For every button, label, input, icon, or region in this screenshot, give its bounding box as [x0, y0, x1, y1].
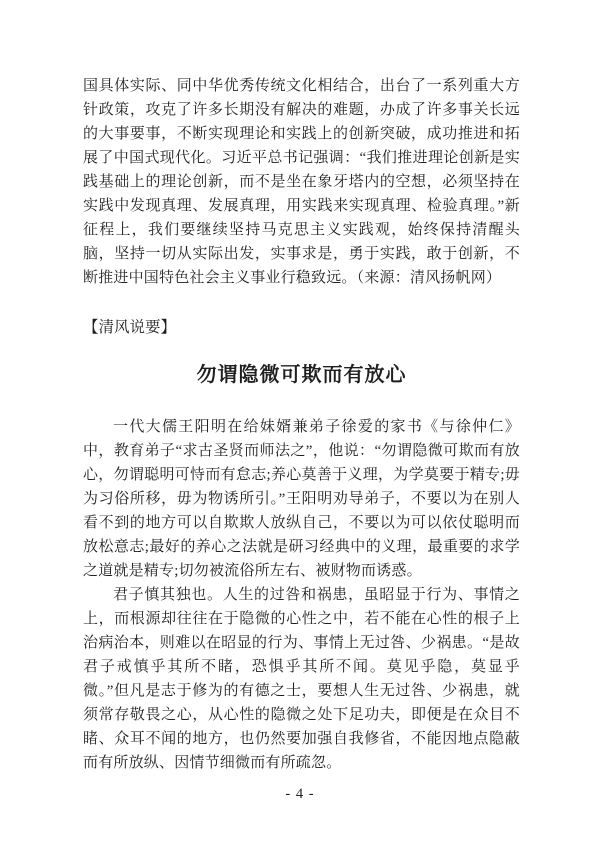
- article-title: 勿谓隐微可欺而有放心: [196, 364, 407, 386]
- page-number: - 4 -: [285, 786, 315, 802]
- page-content: [83, 74, 520, 775]
- article-paragraph-1: 一代大儒王阳明在给妹婿兼弟子徐爱的家书《与徐仲仁》中，教育弟子“求古圣贤而师法之”，他说：“勿谓隐微可欺而有放心，勿谓聪明可恃而有怠志;养心莫善于义理，为学莫要于精专;毋为习俗所移，毋为物诱所引。”王阳明劝导弟子，不要以为在别人看不到的地方可以自欺欺人放纵自己，不要以为可以依仗聪明而放松意志;最好的养心之法就是研习经典中的义理，最重要的求学之道就是精专;切勿被流俗所左右、被财物而诱惑。: [83, 419, 520, 579]
- section-label: 【清风说要】: [83, 319, 177, 336]
- article-paragraph-2: 君子慎其独也。人生的过咎和祸患，虽昭显于行为、事情之上，而根源却往往在于隐微的心性之中，若不能在心性的根子上治病治本，则难以在昭显的行为、事情上无过咎、少祸患。“是故君子戒慎乎其所不睹，恐惧乎其所不闻。莫见乎隐，莫显乎微。”但凡是志于修为的有德之士，要想人生无过咎、少祸患，就须常存敬畏之心，从心性的隐微之处下足功夫，即便是在众目不睹、众耳不闻的地方，也仍然要加强自我修省，不能因地点隐蔽而有所放纵、因情节细微而有所疏忽。: [83, 587, 520, 771]
- continued-paragraph: 国具体实际、同中华优秀传统文化相结合，出台了一系列重大方针政策，攻克了许多长期没有解决的难题，办成了许多事关长远的大事要事，不断实现理论和实践上的创新突破，成功推进和拓展了中国式现代化。习近平总书记强调：“我们推进理论创新是实践基础上的理论创新，而不是坐在象牙塔内的空想，必须坚持在实践中发现真理、发展真理，用实践来实现真理、检验真理。”新征程上，我们要继续坚持马克思主义实践观，始终保持清醒头脑，坚持一切从实际出发，实事求是，勇于实践，敢于创新，不断推进中国特色社会主义事业行稳致远。（来源：清风扬帆网）: [83, 78, 520, 286]
